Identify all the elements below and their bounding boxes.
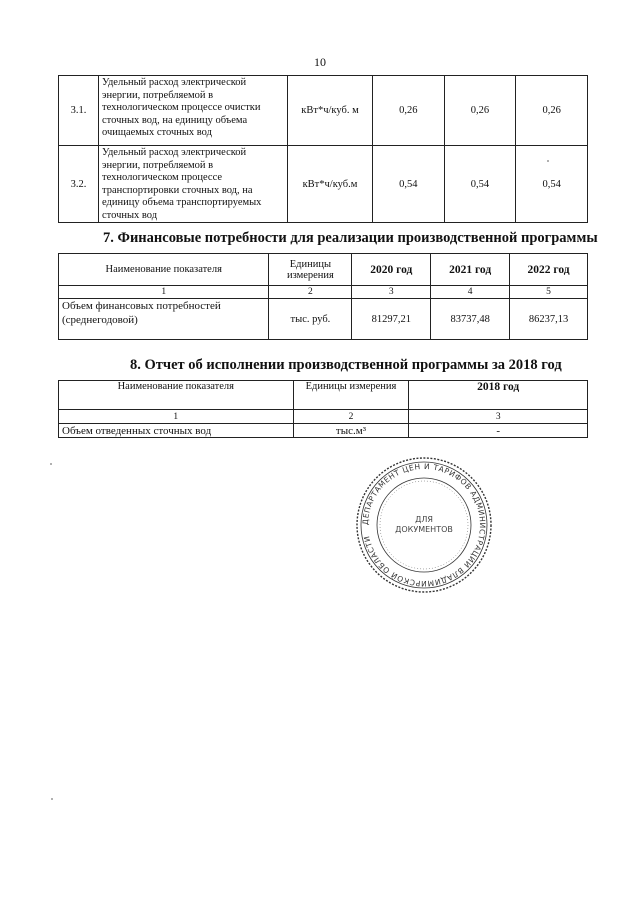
table-row xyxy=(59,299,588,340)
header-cell: Единицы измерения xyxy=(293,381,409,410)
column-number: 1 xyxy=(59,410,294,424)
row-number: 3.2. xyxy=(59,146,99,223)
indicator-name: Удельный расход электрической энергии, потребляемой в технологическом процессе транспортировки сточных вод, на единицу объема транспортируемых сточных вод xyxy=(99,146,288,223)
value-cell: 0,54 xyxy=(373,146,445,223)
column-number: 4 xyxy=(431,286,510,299)
column-number: 1 xyxy=(59,286,269,299)
header-cell: Наименование показателя xyxy=(59,254,269,286)
seal-ring-text: ДЕПАРТАМЕНТ ЦЕН И ТАРИФОВ АДМИНИСТРАЦИИ ВЛАДИМИРСКОЙ ОБЛАСТИ xyxy=(360,461,488,589)
seal-center-line-2: ДОКУМЕНТОВ xyxy=(395,525,453,534)
indicator-name: Объем отведенных сточных вод xyxy=(59,424,294,438)
value-cell: - xyxy=(409,424,588,438)
value-cell: 86237,13 xyxy=(510,299,588,340)
financial-needs-table xyxy=(58,253,588,340)
section-7-title: 7. Финансовые потребности для реализации производственной программы xyxy=(103,230,598,246)
value-cell: 0,54 xyxy=(516,146,588,223)
section-8-title: 8. Отчет об исполнении производственной программы за 2018 год xyxy=(130,357,562,373)
value-cell: 0,26 xyxy=(516,76,588,146)
unit-cell: кВт*ч/куб. м xyxy=(288,76,373,146)
column-number: 3 xyxy=(352,286,431,299)
unit-cell: тыс. руб. xyxy=(269,299,352,340)
table-row xyxy=(59,146,588,223)
table-row xyxy=(59,424,588,438)
header-cell: Наименование показателя xyxy=(59,381,294,410)
table-header-row xyxy=(59,381,588,410)
program-report-table xyxy=(58,380,588,438)
header-cell: Единицы измерения xyxy=(269,254,352,286)
row-number: 3.1. xyxy=(59,76,99,146)
header-cell: 2020 год xyxy=(352,254,431,286)
scan-speck xyxy=(51,798,53,800)
value-cell: 0,54 xyxy=(444,146,516,223)
value-cell: 83737,48 xyxy=(431,299,510,340)
table-row xyxy=(59,76,588,146)
page-number: 10 xyxy=(314,55,326,69)
column-number: 2 xyxy=(269,286,352,299)
table-header-row xyxy=(59,254,588,286)
column-number-row xyxy=(59,410,588,424)
energy-consumption-table xyxy=(58,75,588,223)
official-seal-stamp xyxy=(354,455,494,595)
header-cell: 2022 год xyxy=(510,254,588,286)
value-cell: 81297,21 xyxy=(352,299,431,340)
value-cell: 0,26 xyxy=(444,76,516,146)
unit-cell: кВт*ч/куб.м xyxy=(288,146,373,223)
column-number-row xyxy=(59,286,588,299)
value-cell: 0,26 xyxy=(373,76,445,146)
column-number: 3 xyxy=(409,410,588,424)
column-number: 2 xyxy=(293,410,409,424)
column-number: 5 xyxy=(510,286,588,299)
unit-cell: тыс.м³ xyxy=(293,424,409,438)
indicator-name: Удельный расход электрической энергии, потребляемой в технологическом процессе очистки сточных вод, на единицу объема очищаемых сточных вод xyxy=(99,76,288,146)
header-cell: 2018 год xyxy=(409,381,588,410)
scan-speck xyxy=(50,463,52,465)
header-cell: 2021 год xyxy=(431,254,510,286)
indicator-name: Объем финансовых потребностей (среднегодовой) xyxy=(59,299,269,340)
scan-speck xyxy=(547,160,549,162)
seal-center-line-1: ДЛЯ xyxy=(415,515,433,524)
